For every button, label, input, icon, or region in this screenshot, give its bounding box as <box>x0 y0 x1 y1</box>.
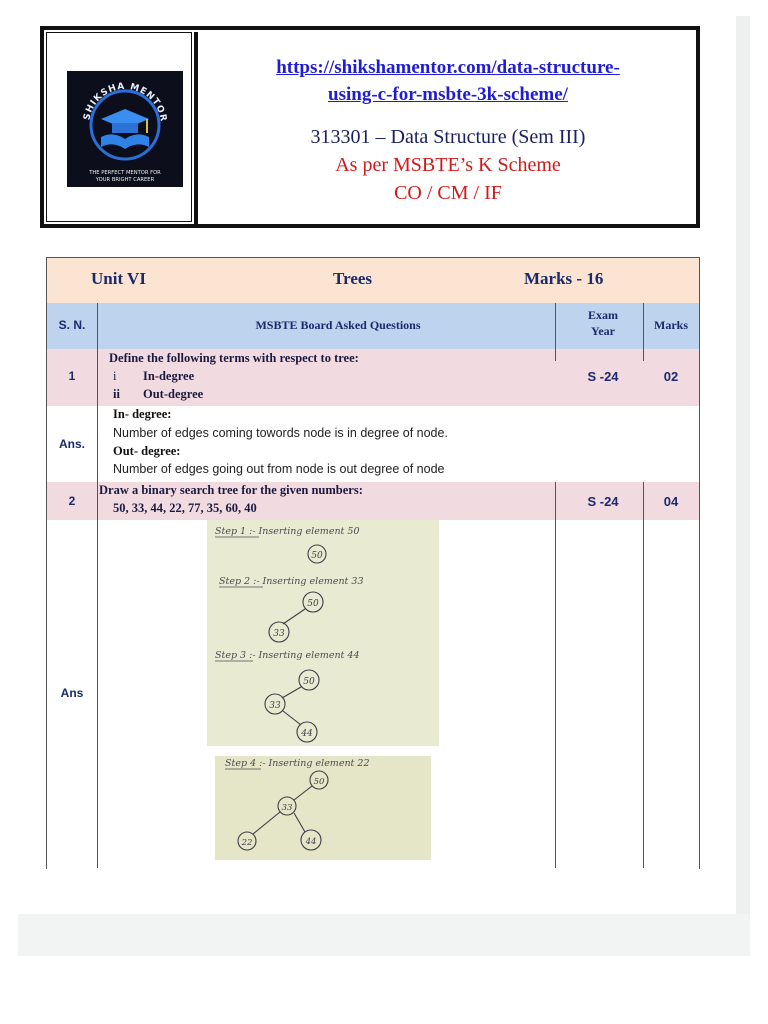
step3-node-44: 44 <box>301 729 313 739</box>
table-header-row <box>47 303 699 350</box>
header-box <box>40 26 700 228</box>
url-line-2[interactable]: using-c-for-msbte-3k-scheme/ <box>328 84 568 105</box>
course-url-link[interactable] <box>200 54 696 108</box>
q1-item-2-text: Out-degree <box>143 387 204 401</box>
col-divider-1 <box>97 303 98 868</box>
handwritten-step-4-image <box>215 756 431 860</box>
handwritten-steps-1-3-image <box>207 520 439 746</box>
step2-node-50: 50 <box>307 599 319 609</box>
q1-item-2-num: ii <box>113 387 120 401</box>
q2-year: S -24 <box>587 494 619 509</box>
step-1-label: Step 1 :- Inserting element 50 <box>215 526 360 537</box>
branch-list: CO / CM / IF <box>394 182 502 204</box>
logo-cell <box>46 32 192 222</box>
step-3-label: Step 3 :- Inserting element 44 <box>215 650 360 661</box>
svg-text:YOUR BRIGHT CAREER: YOUR BRIGHT CAREER <box>95 177 155 183</box>
step2-node-33: 33 <box>273 629 285 639</box>
q1-year: S -24 <box>587 369 619 384</box>
svg-text:SHIKSHA MENTOR: SHIKSHA MENTOR <box>82 81 169 124</box>
step-2-label: Step 2 :- Inserting element 33 <box>219 576 364 587</box>
header-marks: Marks <box>654 318 688 332</box>
q2-marks: 04 <box>663 494 679 509</box>
q2-question: Draw a binary search tree for the given numbers: <box>99 483 363 497</box>
q1-item-1-num: i <box>113 369 117 383</box>
table-row-q1 <box>47 349 699 407</box>
table-row-q1-answer <box>47 406 699 483</box>
step-4-label: Step 4 :- Inserting element 22 <box>225 758 370 769</box>
table-row-q2 <box>47 482 699 521</box>
q1-marks: 02 <box>663 369 679 384</box>
q1-answer-def-2: Number of edges going out from node is out degree of node <box>113 462 445 476</box>
unit-row <box>47 258 699 304</box>
q2-ans-label: Ans <box>60 686 84 700</box>
q1-answer-term-2: Out- degree: <box>113 444 181 458</box>
col-divider-2a <box>555 303 556 361</box>
header-exam-year-1: Exam <box>588 308 618 322</box>
step1-node-50: 50 <box>311 551 323 561</box>
q2-sn: 2 <box>68 494 76 508</box>
header-question: MSBTE Board Asked Questions <box>255 318 421 332</box>
col-divider-2b <box>555 482 556 868</box>
step4-node-22: 22 <box>241 838 253 848</box>
questions-table <box>46 257 700 869</box>
unit-marks: Marks - 16 <box>524 269 604 288</box>
page-shadow-right <box>736 16 750 914</box>
q1-sn: 1 <box>68 369 76 383</box>
q2-numbers: 50, 33, 44, 22, 77, 35, 60, 40 <box>113 501 257 515</box>
subject-title: 313301 – Data Structure (Sem III) <box>310 126 586 148</box>
unit-topic: Trees <box>333 269 373 288</box>
step4-node-33: 33 <box>281 803 293 813</box>
q1-answer-def-1: Number of edges coming towords node is in degree of node. <box>113 426 448 440</box>
svg-text:THE PERFECT MENTOR FOR: THE PERFECT MENTOR FOR <box>89 170 161 176</box>
scheme-title: As per MSBTE’s K Scheme <box>335 154 561 176</box>
step4-node-44: 44 <box>305 837 317 847</box>
q1-answer-term-1: In- degree: <box>113 407 172 421</box>
step4-node-50: 50 <box>313 777 325 787</box>
q1-question: Define the following terms with respect to tree: <box>109 351 359 365</box>
shiksha-mentor-logo <box>67 71 183 187</box>
header-divider <box>194 32 198 224</box>
col-divider-3a <box>643 303 644 361</box>
page-shadow-bottom <box>18 914 750 956</box>
step3-node-50: 50 <box>303 677 315 687</box>
table-row-q2-answer <box>47 520 699 870</box>
q1-item-1-text: In-degree <box>143 369 195 383</box>
q1-ans-label: Ans. <box>58 437 85 451</box>
header-exam-year-2: Year <box>591 324 615 338</box>
col-divider-3b <box>643 482 644 868</box>
url-line-1[interactable]: https://shikshamentor.com/data-structure- <box>276 57 620 78</box>
header-sn: S. N. <box>58 318 86 332</box>
step3-node-33: 33 <box>269 701 281 711</box>
unit-name: Unit VI <box>91 269 146 288</box>
